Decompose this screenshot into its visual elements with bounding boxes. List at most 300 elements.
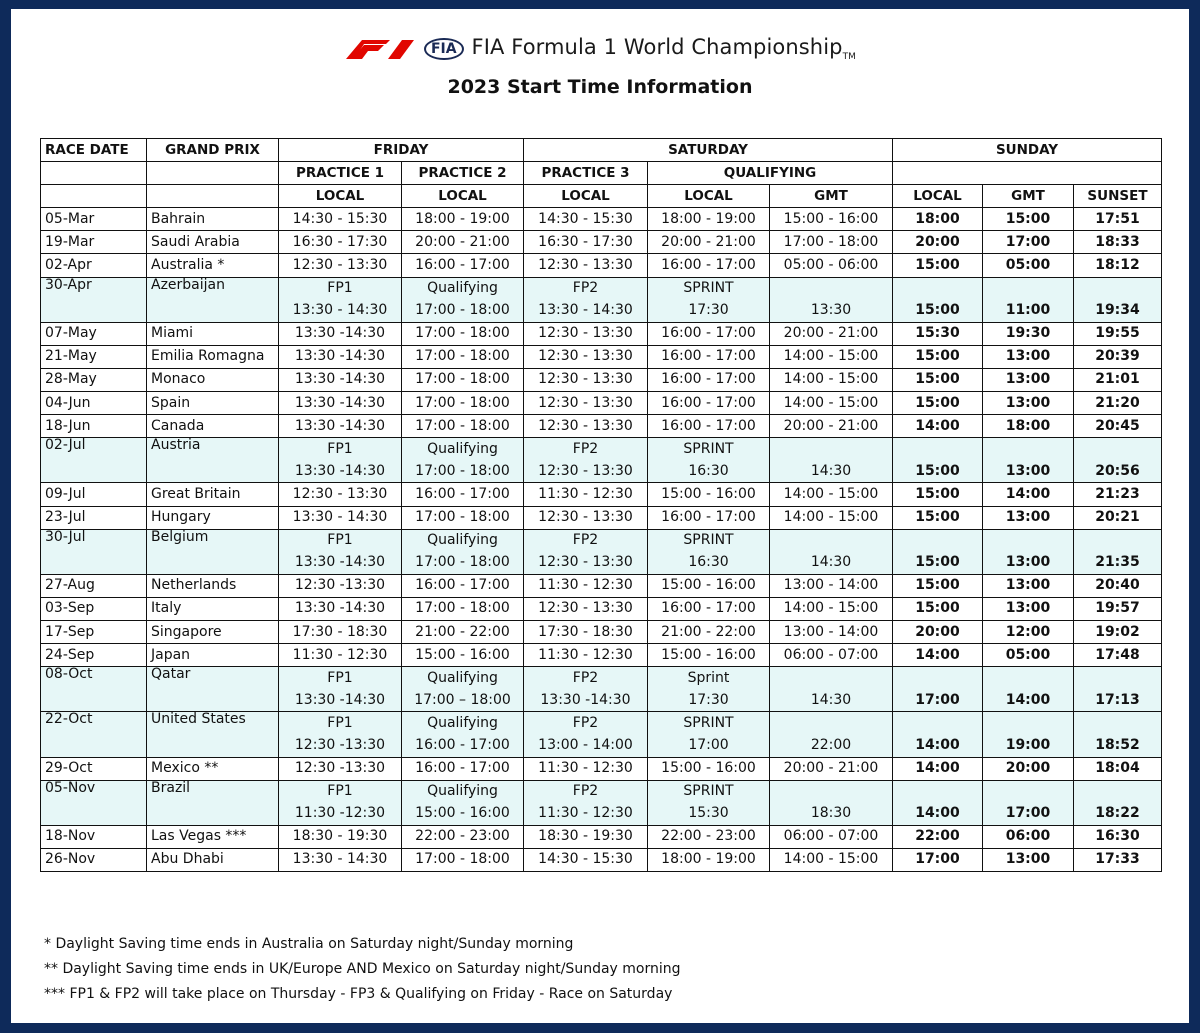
race-local-cell: 22:00	[893, 825, 983, 848]
grand-prix-cell: Italy	[147, 597, 279, 620]
race-local-cell: 15:00	[893, 368, 983, 391]
practice-3-cell: 13:30 - 14:30	[524, 300, 648, 323]
race-date-cell: 17-Sep	[41, 620, 147, 643]
practice-1-cell: 13:30 -14:30	[279, 460, 402, 483]
practice-3-cell: 12:30 - 13:30	[524, 254, 648, 277]
practice-2-cell: 17:00 - 18:00	[402, 415, 524, 438]
qualifying-local-cell: 16:00 - 17:00	[648, 254, 770, 277]
race-gmt-cell: 05:00	[983, 644, 1074, 667]
qualifying-gmt-cell: 14:00 - 15:00	[770, 506, 893, 529]
table-row	[41, 597, 1162, 620]
session-label-cell: FP2	[524, 667, 648, 690]
race-gmt-cell: 13:00	[983, 368, 1074, 391]
championship-name: FIA Formula 1 World Championship	[471, 35, 843, 59]
sprint-gmt-cell: 14:30	[770, 689, 893, 712]
practice-1-cell: 12:30 -13:30	[279, 574, 402, 597]
qualifying-local-cell: 21:00 - 22:00	[648, 620, 770, 643]
blank-cell	[983, 667, 1074, 690]
practice-1-cell: 13:30 -14:30	[279, 415, 402, 438]
table-row	[41, 757, 1162, 780]
qualifying-gmt-cell: 13:00 - 14:00	[770, 620, 893, 643]
race-date-cell: 09-Jul	[41, 483, 147, 506]
session-label-cell: Qualifying	[402, 780, 524, 803]
sunset-cell: 17:48	[1074, 644, 1162, 667]
qualifying-local-cell: 15:00 - 16:00	[648, 483, 770, 506]
race-local-cell: 17:00	[893, 848, 983, 871]
sprint-local-cell: 16:30	[648, 552, 770, 575]
session-label-cell: FP2	[524, 529, 648, 552]
qualifying-local-cell: 22:00 - 23:00	[648, 825, 770, 848]
practice-3-cell: 12:30 - 13:30	[524, 597, 648, 620]
practice-2-cell: 16:00 - 17:00	[402, 734, 524, 757]
sunset-cell: 17:51	[1074, 208, 1162, 231]
blank-cell	[893, 438, 983, 461]
col-saturday: SATURDAY	[524, 139, 893, 162]
grand-prix-cell: Qatar	[147, 667, 279, 712]
practice-3-cell: 12:30 - 13:30	[524, 322, 648, 345]
footnote: *** FP1 & FP2 will take place on Thursday - FP3 & Qualifying on Friday - Race on Saturday	[44, 986, 673, 1002]
table-row	[41, 231, 1162, 254]
practice-3-cell: 12:30 - 13:30	[524, 392, 648, 415]
session-label-cell: SPRINT	[648, 780, 770, 803]
practice-3-cell: 11:30 - 12:30	[524, 757, 648, 780]
blank-cell	[1074, 438, 1162, 461]
sprint-gmt-cell: 14:30	[770, 552, 893, 575]
race-local-cell: 18:00	[893, 208, 983, 231]
practice-2-cell: 16:00 - 17:00	[402, 483, 524, 506]
col-sunday: SUNDAY	[893, 139, 1162, 162]
blank-cell	[1074, 667, 1162, 690]
practice-1-cell: 12:30 - 13:30	[279, 254, 402, 277]
header-row-3	[41, 185, 1162, 208]
grand-prix-cell: Monaco	[147, 368, 279, 391]
race-local-cell: 17:00	[893, 689, 983, 712]
practice-2-cell: 17:00 - 18:00	[402, 368, 524, 391]
table-row-sprint	[41, 529, 1162, 552]
race-gmt-cell: 13:00	[983, 552, 1074, 575]
table-row	[41, 644, 1162, 667]
practice-1-cell: 17:30 - 18:30	[279, 620, 402, 643]
sunset-cell: 19:34	[1074, 300, 1162, 323]
qualifying-gmt-cell: 14:00 - 15:00	[770, 345, 893, 368]
qualifying-gmt-cell: 15:00 - 16:00	[770, 208, 893, 231]
race-gmt-cell: 13:00	[983, 574, 1074, 597]
col-local: LOCAL	[893, 185, 983, 208]
grand-prix-cell: Japan	[147, 644, 279, 667]
sprint-gmt-cell: 18:30	[770, 803, 893, 826]
grand-prix-cell: Mexico **	[147, 757, 279, 780]
table-row-sprint	[41, 277, 1162, 300]
blank-cell	[983, 277, 1074, 300]
practice-1-cell: 12:30 - 13:30	[279, 483, 402, 506]
table-row	[41, 620, 1162, 643]
col-gmt: GMT	[770, 185, 893, 208]
grand-prix-cell: Netherlands	[147, 574, 279, 597]
header-row-1	[41, 139, 1162, 162]
col-race-date: RACE DATE	[41, 139, 147, 162]
practice-3-cell: 13:00 - 14:00	[524, 734, 648, 757]
grand-prix-cell: Emilia Romagna	[147, 345, 279, 368]
col-practice-2: PRACTICE 2	[402, 162, 524, 185]
blank-cell	[41, 185, 147, 208]
race-date-cell: 04-Jun	[41, 392, 147, 415]
sprint-local-cell: 15:30	[648, 803, 770, 826]
qualifying-local-cell: 16:00 - 17:00	[648, 368, 770, 391]
practice-3-cell: 14:30 - 15:30	[524, 208, 648, 231]
table-row	[41, 254, 1162, 277]
session-label-cell: FP2	[524, 438, 648, 461]
practice-1-cell: 11:30 -12:30	[279, 803, 402, 826]
race-gmt-cell: 17:00	[983, 803, 1074, 826]
practice-2-cell: 17:00 – 18:00	[402, 689, 524, 712]
trademark: TM	[842, 52, 857, 63]
practice-2-cell: 15:00 - 16:00	[402, 803, 524, 826]
race-local-cell: 15:00	[893, 597, 983, 620]
sprint-local-cell: 16:30	[648, 460, 770, 483]
session-label-cell: Qualifying	[402, 277, 524, 300]
blank-cell	[983, 712, 1074, 735]
grand-prix-cell: Singapore	[147, 620, 279, 643]
session-label-cell: FP2	[524, 712, 648, 735]
schedule-sheet	[11, 9, 1189, 1023]
footnote: * Daylight Saving time ends in Australia on Saturday night/Sunday morning	[44, 936, 574, 952]
race-date-cell: 05-Mar	[41, 208, 147, 231]
race-date-cell: 24-Sep	[41, 644, 147, 667]
race-gmt-cell: 14:00	[983, 689, 1074, 712]
grand-prix-cell: Great Britain	[147, 483, 279, 506]
sprint-local-cell: 17:30	[648, 689, 770, 712]
col-local: LOCAL	[648, 185, 770, 208]
session-label-cell: Qualifying	[402, 712, 524, 735]
qualifying-gmt-cell: 06:00 - 07:00	[770, 644, 893, 667]
col-practice-3: PRACTICE 3	[524, 162, 648, 185]
sprint-gmt-cell: 13:30	[770, 300, 893, 323]
practice-2-cell: 17:00 - 18:00	[402, 506, 524, 529]
session-label-cell: FP1	[279, 438, 402, 461]
race-gmt-cell: 13:00	[983, 392, 1074, 415]
footnote: ** Daylight Saving time ends in UK/Europe AND Mexico on Saturday night/Sunday morning	[44, 961, 681, 977]
session-label-cell: FP1	[279, 667, 402, 690]
practice-1-cell: 13:30 -14:30	[279, 392, 402, 415]
blank-cell	[893, 667, 983, 690]
qualifying-gmt-cell: 20:00 - 21:00	[770, 415, 893, 438]
grand-prix-cell: United States	[147, 712, 279, 757]
sunset-cell: 17:33	[1074, 848, 1162, 871]
blank-cell	[770, 277, 893, 300]
table-row-sprint	[41, 438, 1162, 461]
practice-1-cell: 13:30 -14:30	[279, 597, 402, 620]
session-label-cell: Qualifying	[402, 438, 524, 461]
race-gmt-cell: 06:00	[983, 825, 1074, 848]
race-date-cell: 26-Nov	[41, 848, 147, 871]
sunset-cell: 19:57	[1074, 597, 1162, 620]
practice-2-cell: 16:00 - 17:00	[402, 757, 524, 780]
race-date-cell: 27-Aug	[41, 574, 147, 597]
practice-1-cell: 13:30 -14:30	[279, 552, 402, 575]
practice-3-cell: 12:30 - 13:30	[524, 368, 648, 391]
race-date-cell: 22-Oct	[41, 712, 147, 757]
col-local: LOCAL	[524, 185, 648, 208]
practice-3-cell: 14:30 - 15:30	[524, 848, 648, 871]
race-local-cell: 15:00	[893, 460, 983, 483]
qualifying-gmt-cell: 14:00 - 15:00	[770, 368, 893, 391]
race-gmt-cell: 18:00	[983, 415, 1074, 438]
grand-prix-cell: Austria	[147, 438, 279, 483]
table-row	[41, 848, 1162, 871]
practice-2-cell: 15:00 - 16:00	[402, 644, 524, 667]
grand-prix-cell: Abu Dhabi	[147, 848, 279, 871]
practice-1-cell: 13:30 - 14:30	[279, 848, 402, 871]
practice-2-cell: 21:00 - 22:00	[402, 620, 524, 643]
race-date-cell: 02-Apr	[41, 254, 147, 277]
col-sunset: SUNSET	[1074, 185, 1162, 208]
practice-3-cell: 11:30 - 12:30	[524, 483, 648, 506]
practice-1-cell: 12:30 -13:30	[279, 734, 402, 757]
col-qualifying: QUALIFYING	[648, 162, 893, 185]
qualifying-gmt-cell: 20:00 - 21:00	[770, 757, 893, 780]
qualifying-local-cell: 18:00 - 19:00	[648, 848, 770, 871]
table-row	[41, 345, 1162, 368]
race-gmt-cell: 17:00	[983, 231, 1074, 254]
practice-3-cell: 18:30 - 19:30	[524, 825, 648, 848]
sprint-local-cell: 17:30	[648, 300, 770, 323]
qualifying-local-cell: 15:00 - 16:00	[648, 757, 770, 780]
table-row-sprint	[41, 780, 1162, 803]
race-date-cell: 03-Sep	[41, 597, 147, 620]
blank-cell	[770, 667, 893, 690]
qualifying-local-cell: 20:00 - 21:00	[648, 231, 770, 254]
sprint-gmt-cell: 22:00	[770, 734, 893, 757]
sunset-cell: 19:02	[1074, 620, 1162, 643]
blank-cell	[893, 780, 983, 803]
blank-cell	[147, 185, 279, 208]
sprint-gmt-cell: 14:30	[770, 460, 893, 483]
race-date-cell: 08-Oct	[41, 667, 147, 712]
practice-1-cell: 13:30 -14:30	[279, 322, 402, 345]
qualifying-gmt-cell: 14:00 - 15:00	[770, 597, 893, 620]
race-gmt-cell: 13:00	[983, 848, 1074, 871]
sunset-cell: 18:52	[1074, 734, 1162, 757]
table-row	[41, 825, 1162, 848]
sunset-cell: 21:23	[1074, 483, 1162, 506]
practice-1-cell: 14:30 - 15:30	[279, 208, 402, 231]
blank-cell	[893, 529, 983, 552]
sunset-cell: 21:35	[1074, 552, 1162, 575]
blank-cell	[983, 438, 1074, 461]
practice-3-cell: 12:30 - 13:30	[524, 506, 648, 529]
race-local-cell: 15:00	[893, 300, 983, 323]
blank-cell	[1074, 277, 1162, 300]
session-label-cell: FP1	[279, 780, 402, 803]
practice-2-cell: 16:00 - 17:00	[402, 254, 524, 277]
blank-cell	[41, 162, 147, 185]
race-gmt-cell: 11:00	[983, 300, 1074, 323]
table-row	[41, 208, 1162, 231]
col-grand-prix: GRAND PRIX	[147, 139, 279, 162]
col-gmt: GMT	[983, 185, 1074, 208]
race-local-cell: 14:00	[893, 803, 983, 826]
blank-cell	[893, 277, 983, 300]
grand-prix-cell: Canada	[147, 415, 279, 438]
sunset-cell: 18:22	[1074, 803, 1162, 826]
race-date-cell: 18-Nov	[41, 825, 147, 848]
race-local-cell: 14:00	[893, 757, 983, 780]
practice-1-cell: 18:30 - 19:30	[279, 825, 402, 848]
practice-3-cell: 12:30 - 13:30	[524, 460, 648, 483]
sunset-cell: 20:39	[1074, 345, 1162, 368]
f1-logo-icon	[344, 39, 416, 59]
race-date-cell: 21-May	[41, 345, 147, 368]
sunset-cell: 21:01	[1074, 368, 1162, 391]
qualifying-gmt-cell: 06:00 - 07:00	[770, 825, 893, 848]
race-gmt-cell: 15:00	[983, 208, 1074, 231]
session-label-cell: FP1	[279, 277, 402, 300]
sunset-cell: 18:33	[1074, 231, 1162, 254]
race-date-cell: 19-Mar	[41, 231, 147, 254]
race-gmt-cell: 19:30	[983, 322, 1074, 345]
race-local-cell: 20:00	[893, 620, 983, 643]
page-title: 2023 Start Time Information	[447, 76, 753, 98]
sunset-cell: 18:12	[1074, 254, 1162, 277]
qualifying-local-cell: 16:00 - 17:00	[648, 415, 770, 438]
sunset-cell: 20:56	[1074, 460, 1162, 483]
session-label-cell: Qualifying	[402, 529, 524, 552]
race-local-cell: 14:00	[893, 415, 983, 438]
practice-2-cell: 17:00 - 18:00	[402, 322, 524, 345]
race-date-cell: 30-Apr	[41, 277, 147, 322]
race-local-cell: 20:00	[893, 231, 983, 254]
race-local-cell: 15:00	[893, 345, 983, 368]
blank-cell	[893, 712, 983, 735]
table-row	[41, 574, 1162, 597]
blank-cell	[770, 780, 893, 803]
sunset-cell: 20:21	[1074, 506, 1162, 529]
grand-prix-cell: Las Vegas ***	[147, 825, 279, 848]
session-label-cell: FP2	[524, 780, 648, 803]
sunset-cell: 17:13	[1074, 689, 1162, 712]
table-row	[41, 392, 1162, 415]
sunset-cell: 21:20	[1074, 392, 1162, 415]
practice-1-cell: 13:30 -14:30	[279, 368, 402, 391]
race-date-cell: 18-Jun	[41, 415, 147, 438]
race-local-cell: 15:00	[893, 574, 983, 597]
blank-cell	[1074, 712, 1162, 735]
race-date-cell: 28-May	[41, 368, 147, 391]
practice-1-cell: 13:30 -14:30	[279, 689, 402, 712]
practice-1-cell: 16:30 - 17:30	[279, 231, 402, 254]
race-local-cell: 15:00	[893, 552, 983, 575]
championship-title	[472, 35, 857, 62]
practice-3-cell: 12:30 - 13:30	[524, 345, 648, 368]
qualifying-gmt-cell: 14:00 - 15:00	[770, 392, 893, 415]
race-gmt-cell: 14:00	[983, 483, 1074, 506]
practice-2-cell: 18:00 - 19:00	[402, 208, 524, 231]
table-row	[41, 506, 1162, 529]
practice-2-cell: 16:00 - 17:00	[402, 574, 524, 597]
table-row	[41, 483, 1162, 506]
practice-3-cell: 13:30 -14:30	[524, 689, 648, 712]
col-friday: FRIDAY	[279, 139, 524, 162]
blank-cell	[147, 162, 279, 185]
session-label-cell: FP2	[524, 277, 648, 300]
qualifying-local-cell: 15:00 - 16:00	[648, 644, 770, 667]
practice-3-cell: 11:30 - 12:30	[524, 803, 648, 826]
sunset-cell: 20:40	[1074, 574, 1162, 597]
practice-2-cell: 17:00 - 18:00	[402, 597, 524, 620]
session-label-cell: SPRINT	[648, 438, 770, 461]
qualifying-local-cell: 16:00 - 17:00	[648, 506, 770, 529]
practice-1-cell: 13:30 - 14:30	[279, 506, 402, 529]
sprint-local-cell: 17:00	[648, 734, 770, 757]
blank-cell	[770, 529, 893, 552]
race-local-cell: 15:30	[893, 322, 983, 345]
qualifying-gmt-cell: 13:00 - 14:00	[770, 574, 893, 597]
race-local-cell: 15:00	[893, 254, 983, 277]
grand-prix-cell: Hungary	[147, 506, 279, 529]
blank-cell	[770, 438, 893, 461]
table-row	[41, 415, 1162, 438]
race-date-cell: 02-Jul	[41, 438, 147, 483]
race-date-cell: 30-Jul	[41, 529, 147, 574]
blank-cell	[983, 529, 1074, 552]
grand-prix-cell: Azerbaijan	[147, 277, 279, 322]
race-gmt-cell: 13:00	[983, 506, 1074, 529]
grand-prix-cell: Bahrain	[147, 208, 279, 231]
qualifying-gmt-cell: 05:00 - 06:00	[770, 254, 893, 277]
table-row-sprint	[41, 667, 1162, 690]
race-local-cell: 15:00	[893, 506, 983, 529]
practice-2-cell: 17:00 - 18:00	[402, 392, 524, 415]
session-label-cell: SPRINT	[648, 277, 770, 300]
qualifying-gmt-cell: 17:00 - 18:00	[770, 231, 893, 254]
qualifying-local-cell: 16:00 - 17:00	[648, 322, 770, 345]
fia-badge: FIA	[424, 38, 464, 60]
qualifying-gmt-cell: 14:00 - 15:00	[770, 848, 893, 871]
practice-1-cell: 12:30 -13:30	[279, 757, 402, 780]
practice-1-cell: 13:30 - 14:30	[279, 300, 402, 323]
practice-2-cell: 20:00 - 21:00	[402, 231, 524, 254]
grand-prix-cell: Miami	[147, 322, 279, 345]
blank-cell	[893, 162, 1162, 185]
table-row-sprint	[41, 712, 1162, 735]
practice-3-cell: 11:30 - 12:30	[524, 574, 648, 597]
practice-2-cell: 22:00 - 23:00	[402, 825, 524, 848]
session-label-cell: Sprint	[648, 667, 770, 690]
practice-2-cell: 17:00 - 18:00	[402, 552, 524, 575]
practice-2-cell: 17:00 - 18:00	[402, 300, 524, 323]
session-label-cell: Qualifying	[402, 667, 524, 690]
col-practice-1: PRACTICE 1	[279, 162, 402, 185]
header-row-2	[41, 162, 1162, 185]
session-label-cell: SPRINT	[648, 529, 770, 552]
blank-cell	[983, 780, 1074, 803]
practice-2-cell: 17:00 - 18:00	[402, 345, 524, 368]
race-gmt-cell: 05:00	[983, 254, 1074, 277]
qualifying-gmt-cell: 20:00 - 21:00	[770, 322, 893, 345]
qualifying-local-cell: 16:00 - 17:00	[648, 392, 770, 415]
blank-cell	[770, 712, 893, 735]
race-date-cell: 23-Jul	[41, 506, 147, 529]
grand-prix-cell: Australia *	[147, 254, 279, 277]
race-gmt-cell: 13:00	[983, 345, 1074, 368]
session-label-cell: SPRINT	[648, 712, 770, 735]
race-gmt-cell: 20:00	[983, 757, 1074, 780]
sunset-cell: 16:30	[1074, 825, 1162, 848]
race-gmt-cell: 13:00	[983, 597, 1074, 620]
qualifying-local-cell: 15:00 - 16:00	[648, 574, 770, 597]
qualifying-local-cell: 18:00 - 19:00	[648, 208, 770, 231]
grand-prix-cell: Brazil	[147, 780, 279, 825]
